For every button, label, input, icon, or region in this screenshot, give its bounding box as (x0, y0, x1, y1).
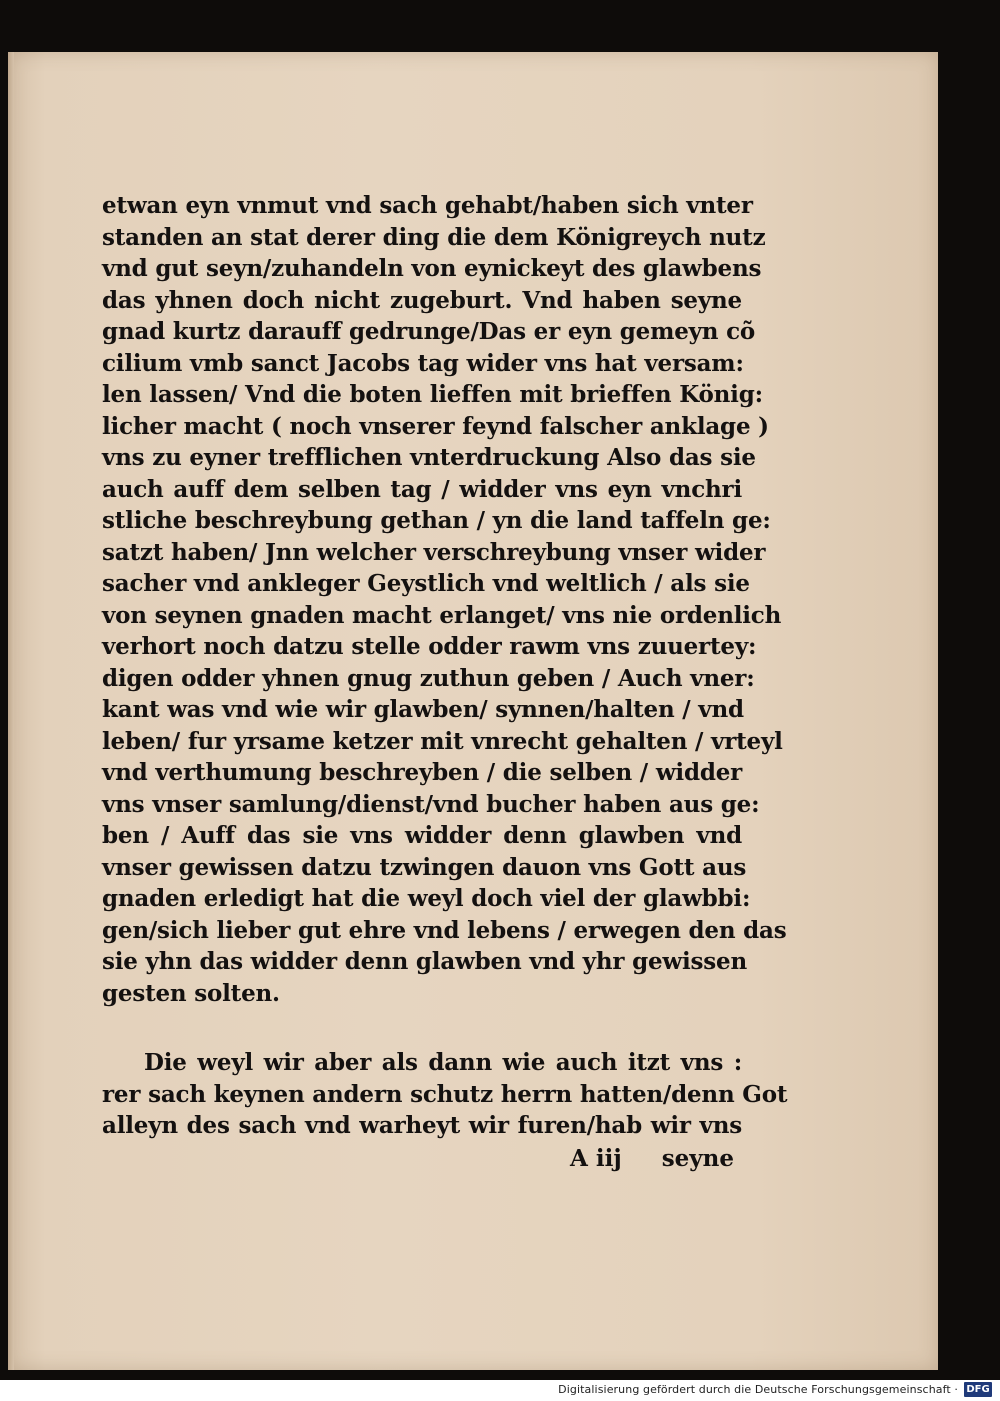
text-line: vns vnser samlung/dienst/vnd bucher haben aus ge: (102, 790, 760, 818)
paragraph-gap (102, 1009, 742, 1047)
text-line: len lassen/ Vnd die boten lieffen mit brieffen König: (102, 381, 763, 408)
text-line: gnad kurtz darauff gedrunge/Das er eyn gemeyn cõ (102, 318, 756, 345)
text-line: gen/sich lieber gut ehre vnd lebens / erwegen den das (102, 916, 787, 944)
text-line: vnser gewissen datzu tzwingen dauon vns Gott aus (102, 853, 747, 881)
text-line: licher macht ( noch vnserer feynd falscher anklage ) (102, 412, 769, 440)
text-line: sie yhn das widder denn glawben vnd yhr gewissen (102, 948, 747, 975)
catchword: seyne (661, 1144, 734, 1172)
text-line: digen odder yhnen gnug zuthun geben / Auch vner: (102, 664, 755, 692)
text-line: kant was vnd wie wir glawben/ synnen/halten / vnd (102, 696, 744, 723)
text-line: verhort noch datzu stelle odder rawm vns zuuertey: (102, 633, 757, 660)
footer-credit: Digitalisierung gefördert durch die Deutsche Forschungsgemeinschaft · (558, 1383, 958, 1396)
page-spine-edge (8, 52, 14, 1370)
paragraph-1 (102, 190, 787, 1009)
text-line: cilium vmb sanct Jacobs tag wider vns hat versam: (102, 349, 744, 377)
text-line: sacher vnd ankleger Geystlich vnd weltlich / als sie (102, 570, 750, 597)
text-line: alleyn des sach vnd warheyt wir furen/hab wir vns (102, 1112, 742, 1139)
text-line: das yhnen doch nicht zugeburt. Vnd haben seyne (102, 286, 742, 314)
text-line: Die weyl wir aber als dann wie auch itzt vns : (144, 1049, 742, 1076)
text-line: von seynen gnaden macht erlanget/ vns nie ordenlich (102, 601, 782, 629)
footer-bar (0, 1380, 1000, 1401)
signature-line (102, 1142, 742, 1176)
text-line: auch auff dem selben tag / widder vns eyn vnchri (102, 475, 742, 503)
text-line: etwan eyn vnmut vnd sach gehabt/haben sich vnter (102, 192, 753, 219)
text-line: standen an stat derer ding die dem Königreych nutz (102, 223, 766, 251)
text-line: stliche beschreybung gethan / yn die land taffeln ge: (102, 507, 771, 534)
text-line: vns zu eyner trefflichen vnterdruckung Also das sie (102, 444, 756, 471)
paragraph-2 (102, 1047, 788, 1142)
dfg-logo: DFG (964, 1382, 992, 1397)
text-line: vnd verthumung beschreyben / die selben / widder (102, 759, 743, 786)
text-line: gesten solten. (102, 979, 280, 1007)
text-line: ben / Auff das sie vns widder denn glawben vnd (102, 822, 742, 849)
signature-mark: A iij (570, 1144, 622, 1172)
text-line: satzt haben/ Jnn welcher verschreybung vnser wider (102, 538, 766, 566)
text-line: leben/ fur yrsame ketzer mit vnrecht gehalten / vrteyl (102, 727, 783, 755)
page-text-block (102, 190, 788, 1176)
text-line: gnaden erledigt hat die weyl doch viel der glawbbi: (102, 885, 751, 912)
text-line: vnd gut seyn/zuhandeln von eynickeyt des glawbens (102, 255, 762, 282)
text-line: rer sach keynen andern schutz herrn hatten/denn Got (102, 1080, 788, 1108)
